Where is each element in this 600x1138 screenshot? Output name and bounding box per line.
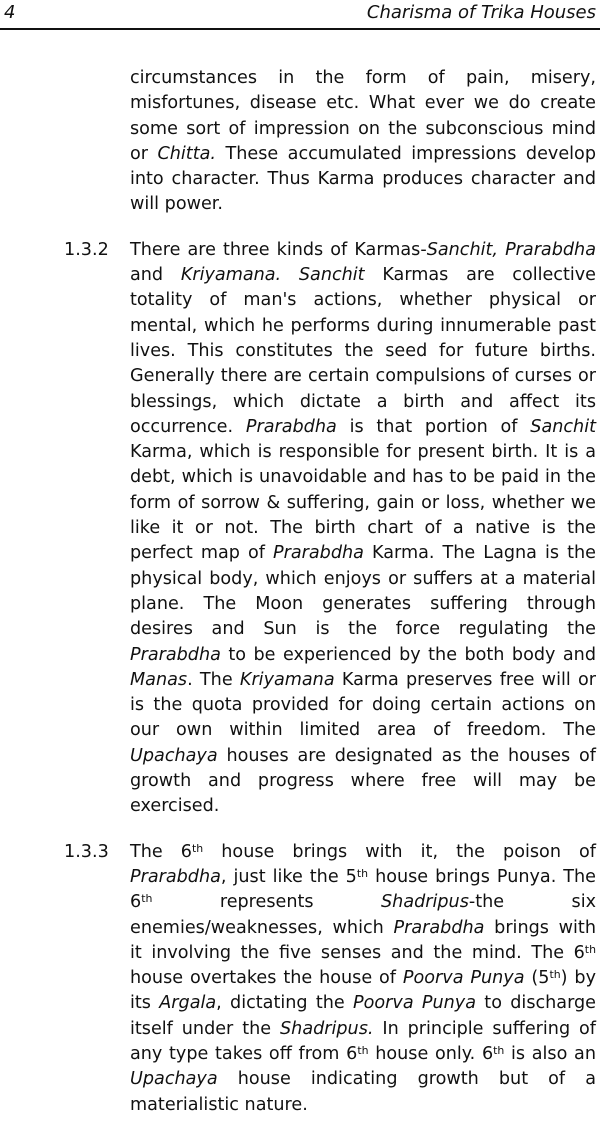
text-run: , just like the 5 — [220, 866, 357, 887]
italic-term: Sanchit, Prarabdha — [426, 239, 596, 260]
paragraph — [0, 840, 600, 1118]
text-run: and — [130, 265, 181, 286]
text-run: to be experienced by the both body and — [220, 644, 596, 665]
italic-term: Sanchit — [530, 416, 596, 437]
italic-term: Upachaya — [130, 745, 218, 766]
text-run: (5 — [524, 968, 550, 989]
italic-term: Argala — [159, 993, 217, 1014]
text-run: The 6 — [130, 841, 192, 862]
ordinal-suffix: th — [549, 968, 561, 982]
text-run: house brings with it, the poison of — [203, 841, 596, 862]
text-run: Karmas are collective totality of man's actions, whether physical or mental, which he performs during innumerable past lives. This constitutes the seed for future births. Generally there are certain compulsions of curses or blessings, which dictate a birth and affect its occurrence. — [130, 265, 596, 437]
italic-term: Poorva Punya — [402, 968, 525, 989]
page-number: 4 — [4, 2, 16, 23]
text-run: ) by its — [130, 968, 596, 1014]
section-number: 1.3.3 — [64, 841, 109, 862]
text-run: houses are designated as the houses of growth and progress where free will may be exercised. — [130, 745, 596, 817]
ordinal-suffix: th — [141, 892, 153, 906]
text-run: Karma. The Lagna is the physical body, which enjoys or suffers at a material plane. The Moon generates suffering through desires and Sun is the force regulating the — [130, 543, 596, 640]
italic-term: Prarabdha — [393, 917, 485, 938]
running-title: Charisma of Trika Houses — [366, 2, 596, 23]
ordinal-suffix: th — [584, 942, 596, 956]
italic-term: Upachaya — [130, 1069, 218, 1090]
italic-term: Chitta. — [157, 143, 216, 164]
ordinal-suffix: th — [356, 867, 369, 880]
text-run: In principle suffering of any type takes off from 6 — [130, 1018, 596, 1064]
section-number: 1.3.2 — [64, 239, 109, 260]
text-run: brings with it involving the five senses and the mind. The 6 — [130, 917, 596, 963]
text-run: Karma, which is responsible for present birth. It is a debt, which is unavoidable and has to be paid in the form of sorrow & suffering, gain or loss, whether we like it or not. The birth chart of a native is the perfect map of — [130, 442, 596, 564]
text-run: circumstances in the form of pain, misery, misfortunes, disease etc. What ever we do create some sort of impression on the subconscious mind or — [130, 68, 596, 164]
text-run: to discharge itself under the — [130, 993, 597, 1039]
text-run: house brings Punya. The 6 — [130, 866, 597, 913]
italic-term: Manas — [130, 669, 188, 690]
header-rule — [0, 28, 600, 30]
text-run: -the six enemies/weaknesses, which — [130, 892, 596, 938]
text-run: represents — [152, 892, 381, 913]
text-run: . The — [187, 669, 240, 690]
italic-term: Prarabdha — [130, 866, 221, 887]
text-run: , dictating the — [216, 993, 354, 1014]
text-run: is also an — [504, 1043, 596, 1064]
ordinal-suffix: th — [192, 841, 204, 855]
paragraph — [0, 66, 600, 218]
text-run: house only. 6 — [368, 1043, 494, 1064]
italic-term: Shadripus — [381, 892, 469, 913]
text-run: is that portion of — [336, 416, 531, 437]
italic-term: Prarabdha — [273, 543, 364, 564]
italic-term: Poorva Punya — [353, 993, 476, 1014]
italic-term: Shadripus. — [280, 1018, 374, 1039]
italic-term: Kriyamana. Sanchit — [180, 265, 365, 286]
page-header — [0, 0, 600, 30]
body-text — [0, 66, 600, 1138]
ordinal-suffix: th — [493, 1044, 505, 1058]
text-run: These accumulated impressions develop into character. Thus Karma produces character and will power. — [130, 143, 596, 215]
text-run: house overtakes the house of — [130, 968, 403, 989]
italic-term: Prarabdha — [245, 416, 337, 437]
paragraph — [0, 238, 600, 820]
text-run: house indicating growth but of a materialistic nature. — [130, 1069, 596, 1115]
italic-term: Prarabdha — [130, 644, 221, 665]
italic-term: Kriyamana — [239, 669, 335, 690]
text-run: Karma preserves free will or is the quota provided for doing certain actions on our own within limited area of freedom. The — [130, 669, 596, 741]
ordinal-suffix: th — [357, 1044, 369, 1058]
text-run: There are three kinds of Karmas- — [130, 239, 427, 260]
